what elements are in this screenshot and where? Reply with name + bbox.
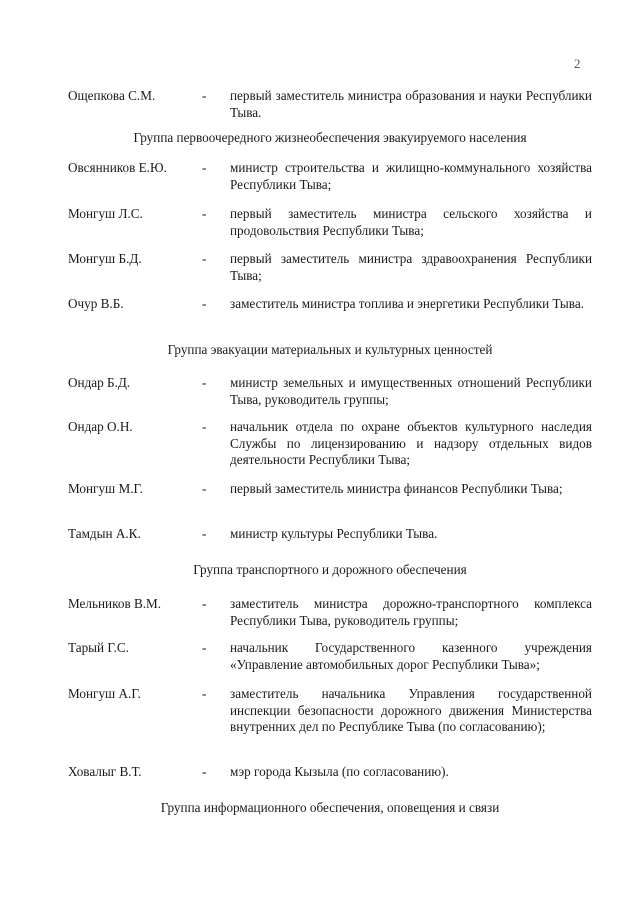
member-role: заместитель министра дорожно-транспортного комплекса Республики Тыва, руководитель группы; <box>230 596 592 628</box>
member-role: начальник отдела по охране объектов культурного наследия Службы по лицензированию и надзору отдельных видов деятельности Республики Тыва; <box>230 419 592 468</box>
dash-separator: - <box>202 88 207 103</box>
member-role: заместитель министра топлива и энергетики Республики Тыва. <box>230 296 584 311</box>
member-role: начальник Государственного казенного учреждения «Управление автомобильных дорог Республики Тыва»; <box>230 640 592 672</box>
page-number: 2 <box>574 56 581 71</box>
dash-separator: - <box>202 526 207 541</box>
member-role: министр культуры Республики Тыва. <box>230 526 438 541</box>
member-name: Монгуш Б.Д. <box>68 251 142 266</box>
member-role: первый заместитель министра финансов Республики Тыва; <box>230 481 563 496</box>
member-role: первый заместитель министра здравоохранения Республики Тыва; <box>230 251 592 283</box>
dash-separator: - <box>202 640 207 655</box>
member-role: министр земельных и имущественных отношений Республики Тыва, руководитель группы; <box>230 375 592 407</box>
dash-separator: - <box>202 375 207 390</box>
member-role: заместитель начальника Управления государственной инспекции безопасности дорожного движения Министерства внутренних дел по Республике Тыва (по согласованию); <box>230 686 592 735</box>
member-role: первый заместитель министра образования и науки Республики Тыва. <box>230 88 592 120</box>
member-name: Монгуш Л.С. <box>68 206 143 221</box>
dash-separator: - <box>202 419 207 434</box>
member-role: министр строительства и жилищно-коммунального хозяйства Республики Тыва; <box>230 160 592 192</box>
member-name: Тамдын А.К. <box>68 526 141 541</box>
dash-separator: - <box>202 251 207 266</box>
member-role: первый заместитель министра сельского хозяйства и продовольствия Республики Тыва; <box>230 206 592 238</box>
group-heading: Группа эвакуации материальных и культурных ценностей <box>167 342 493 357</box>
member-name: Мельников В.М. <box>68 596 162 611</box>
dash-separator: - <box>202 481 207 496</box>
member-name: Ондар Б.Д. <box>68 375 131 390</box>
member-name: Овсянников Е.Ю. <box>68 160 167 175</box>
member-name: Ховалыг В.Т. <box>68 764 142 779</box>
dash-separator: - <box>202 596 207 611</box>
dash-separator: - <box>202 206 207 221</box>
member-name: Очур В.Б. <box>68 296 124 311</box>
member-name: Тарый Г.С. <box>68 640 129 655</box>
member-name: Ондар О.Н. <box>68 419 133 434</box>
dash-separator: - <box>202 686 207 701</box>
member-name: Ощепкова С.М. <box>68 88 156 103</box>
dash-separator: - <box>202 764 207 779</box>
member-role: мэр города Кызыла (по согласованию). <box>230 764 449 779</box>
group-heading: Группа транспортного и дорожного обеспечения <box>193 562 467 577</box>
dash-separator: - <box>202 296 207 311</box>
dash-separator: - <box>202 160 207 175</box>
group-heading: Группа первоочередного жизнеобеспечения эвакуируемого населения <box>133 130 527 145</box>
member-name: Монгуш А.Г. <box>68 686 141 701</box>
member-name: Монгуш М.Г. <box>68 481 143 496</box>
group-heading: Группа информационного обеспечения, оповещения и связи <box>160 800 500 815</box>
